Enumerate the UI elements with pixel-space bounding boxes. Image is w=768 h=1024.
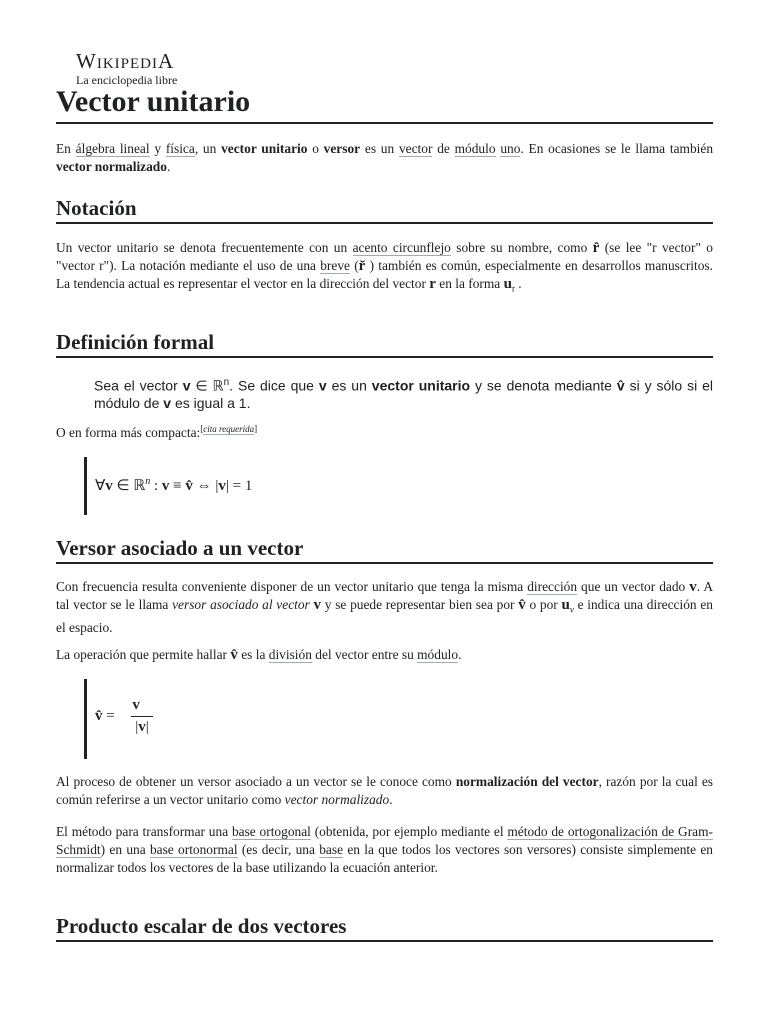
versor-paragraph-4: El método para transformar una base ortogonal (obtenida, por ejemplo mediante el método de ortogonalización de Gram-Schmidt) en una base ortonormal (es decir, una base en la que todos los vectores son versores) consiste simplemente en normalizar todos los vectores de la base utilizando la ecuación anterior. bbox=[56, 824, 714, 875]
heading-definicion-formal: Definición formal bbox=[56, 328, 713, 358]
link-direccion[interactable]: dirección bbox=[527, 579, 578, 594]
versor-paragraph-2: La operación que permite hallar v̂ es la división del vector entre su módulo. bbox=[56, 647, 462, 663]
link-base-ortogonal[interactable]: base ortogonal bbox=[231, 824, 311, 839]
link-breve[interactable]: breve bbox=[320, 258, 350, 273]
formula-unitario bbox=[84, 457, 253, 515]
formula-unitario-text: ∀v ∈ ℝ$^n$ : v ≡ v̂ ⇔ |v| = 1 bbox=[95, 476, 253, 494]
definicion-text: Sea el vector v ∈ ℝ$^n$. Se dice que v es un vector unitario y se denota mediante v̂ si y sólo si el módulo de v es igual a 1. bbox=[94, 377, 714, 411]
logo-wordmark: WikipediA bbox=[76, 49, 175, 73]
link-gram-schmidt[interactable]: método de ortogonalización de Gram-Schmidt bbox=[56, 824, 714, 857]
link-uno[interactable]: uno bbox=[500, 141, 521, 156]
formula-versor-lhs: v̂ = bbox=[95, 708, 115, 724]
cita-requerida: [cita requerida] bbox=[200, 423, 258, 434]
link-division[interactable]: división bbox=[268, 647, 312, 662]
compacta-paragraph: O en forma más compacta:[cita requerida] bbox=[56, 423, 258, 440]
intro-paragraph: En álgebra lineal y física, un vector unitario o versor es un vector de módulo uno. En ocasiones se le llama también vector normalizado. bbox=[56, 141, 714, 174]
heading-versor-asociado: Versor asociado a un vector bbox=[56, 534, 713, 564]
page-title: Vector unitario bbox=[56, 82, 713, 124]
formula-versor-fraction: $\frac{v⃗}{|v|}$ bbox=[132, 697, 152, 735]
notacion-paragraph: Un vector unitario se denota frecuentemente con un acento circunflejo sobre su nombre, como r̂ (se lee "r vector" o "vector r"). La notación mediante el uso de una breve (r̆ ) también es común, especialmente en desarrollos manuscritos. La tendencia actual es representar el vector en la dirección del vector r en la forma $u_r$ . bbox=[56, 240, 713, 294]
link-algebra-lineal[interactable]: álgebra lineal bbox=[75, 141, 150, 156]
cita-requerida-link[interactable]: cita requerida bbox=[203, 423, 255, 434]
link-base[interactable]: base bbox=[319, 842, 344, 857]
link-modulo[interactable]: módulo bbox=[454, 141, 496, 156]
heading-producto-escalar: Producto escalar de dos vectores bbox=[56, 912, 713, 942]
formula-versor bbox=[84, 679, 152, 759]
versor-paragraph-3: Al proceso de obtener un versor asociado a un vector se le conoce como normalización del vector, razón por la cual es común referirse a un vector unitario como vector normalizado. bbox=[56, 774, 714, 807]
link-fisica[interactable]: física bbox=[165, 141, 195, 156]
link-base-ortonormal[interactable]: base ortonormal bbox=[149, 842, 238, 857]
link-acento-circunflejo[interactable]: acento circunflejo bbox=[352, 240, 451, 255]
logo-tagline: La enciclopedia libre bbox=[76, 73, 178, 87]
link-modulo-2[interactable]: módulo bbox=[417, 647, 459, 662]
versor-paragraph-1: Con frecuencia resulta conveniente disponer de un vector unitario que tenga la misma dirección que un vector dado v. A tal vector se le llama versor asociado al vector v y se puede representar bien sea por v̂ o por $u_v$ e indica una dirección en el espacio. bbox=[56, 579, 713, 635]
heading-notacion: Notación bbox=[56, 194, 713, 224]
link-vector[interactable]: vector bbox=[398, 141, 433, 156]
